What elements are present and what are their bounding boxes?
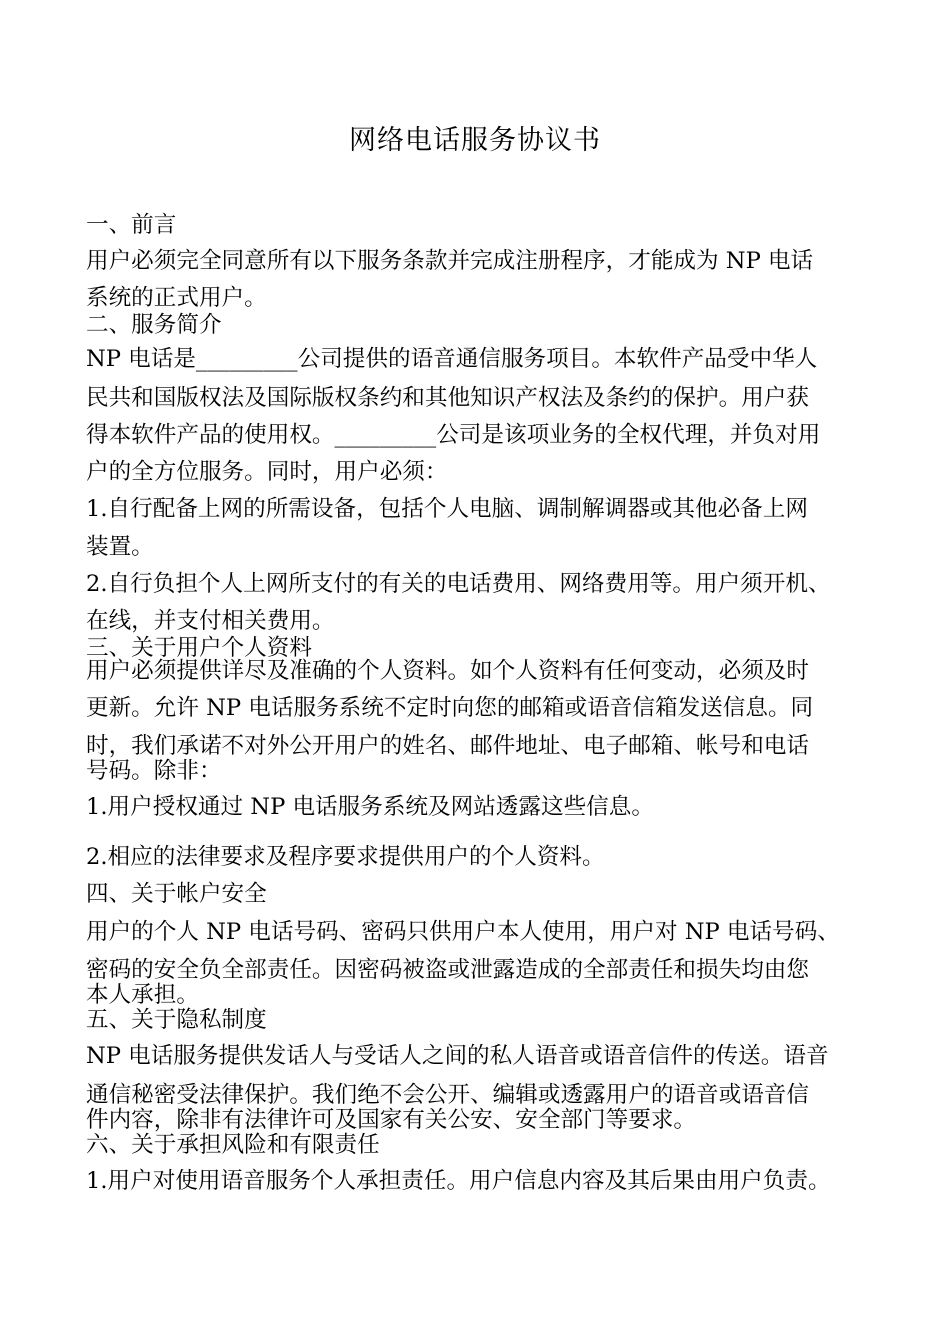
paragraph-line: 时，我们承诺不对外公开用户的姓名、邮件地址、电子邮箱、帐号和电话	[86, 733, 809, 759]
paragraph-line: 本人承担。	[86, 982, 199, 1008]
section-heading-preface: 一、前言	[86, 212, 177, 238]
paragraph-line: 民共和国版权法及国际版权条约和其他知识产权法及条约的保护。用户获	[86, 385, 809, 411]
section-heading-personal-data: 三、关于用户个人资料	[86, 635, 312, 661]
list-item: 1.用户对使用语音服务个人承担责任。用户信息内容及其后果由用户负责。	[86, 1168, 831, 1194]
paragraph-line: 户的全方位服务。同时，用户必须：	[86, 459, 448, 485]
paragraph-line: 更新。允许 NP 电话服务系统不定时向您的邮箱或语音信箱发送信息。同	[86, 695, 814, 721]
list-item: 1.自行配备上网的所需设备，包括个人电脑、调制解调器或其他必备上网	[86, 496, 808, 522]
list-item: 1.用户授权通过 NP 电话服务系统及网站透露这些信息。	[86, 794, 654, 820]
list-item: 2.自行负担个人上网所支付的有关的电话费用、网络费用等。用户须开机、	[86, 571, 831, 597]
paragraph-line: 用户必须提供详尽及准确的个人资料。如个人资料有任何变动，必须及时	[86, 658, 809, 684]
section-heading-privacy: 五、关于隐私制度	[86, 1007, 267, 1033]
list-item: 2.相应的法律要求及程序要求提供用户的个人资料。	[86, 844, 605, 870]
paragraph-line: 用户必须完全同意所有以下服务条款并完成注册程序，才能成为 NP 电话	[86, 248, 814, 274]
list-item-continuation: 在线，并支付相关费用。	[86, 608, 335, 634]
paragraph-line: 得本软件产品的使用权。_________公司是该项业务的全权代理，并负对用	[86, 422, 821, 448]
paragraph-line: 件内容，除非有法律许可及国家有关公安、安全部门等要求。	[86, 1107, 697, 1133]
paragraph-line: NP 电话服务提供发话人与受话人之间的私人语音或语音信件的传送。语音	[86, 1043, 829, 1069]
section-heading-account-security: 四、关于帐户安全	[86, 881, 267, 907]
paragraph-line: NP 电话是_________公司提供的语音通信服务项目。本软件产品受中华人	[86, 346, 818, 372]
section-heading-service-intro: 二、服务简介	[86, 312, 222, 338]
document-title: 网络电话服务协议书	[349, 125, 601, 156]
section-heading-liability: 六、关于承担风险和有限责任	[86, 1132, 380, 1158]
paragraph-line: 号码。除非：	[86, 758, 222, 784]
paragraph-line: 密码的安全负全部责任。因密码被盗或泄露造成的全部责任和损失均由您	[86, 957, 809, 983]
paragraph-line: 用户的个人 NP 电话号码、密码只供用户本人使用，用户对 NP 电话号码、	[86, 919, 840, 945]
paragraph-line: 系统的正式用户。	[86, 285, 267, 311]
list-item-continuation: 装置。	[86, 534, 154, 560]
paragraph-line: 通信秘密受法律保护。我们绝不会公开、编辑或透露用户的语音或语音信	[86, 1082, 809, 1108]
